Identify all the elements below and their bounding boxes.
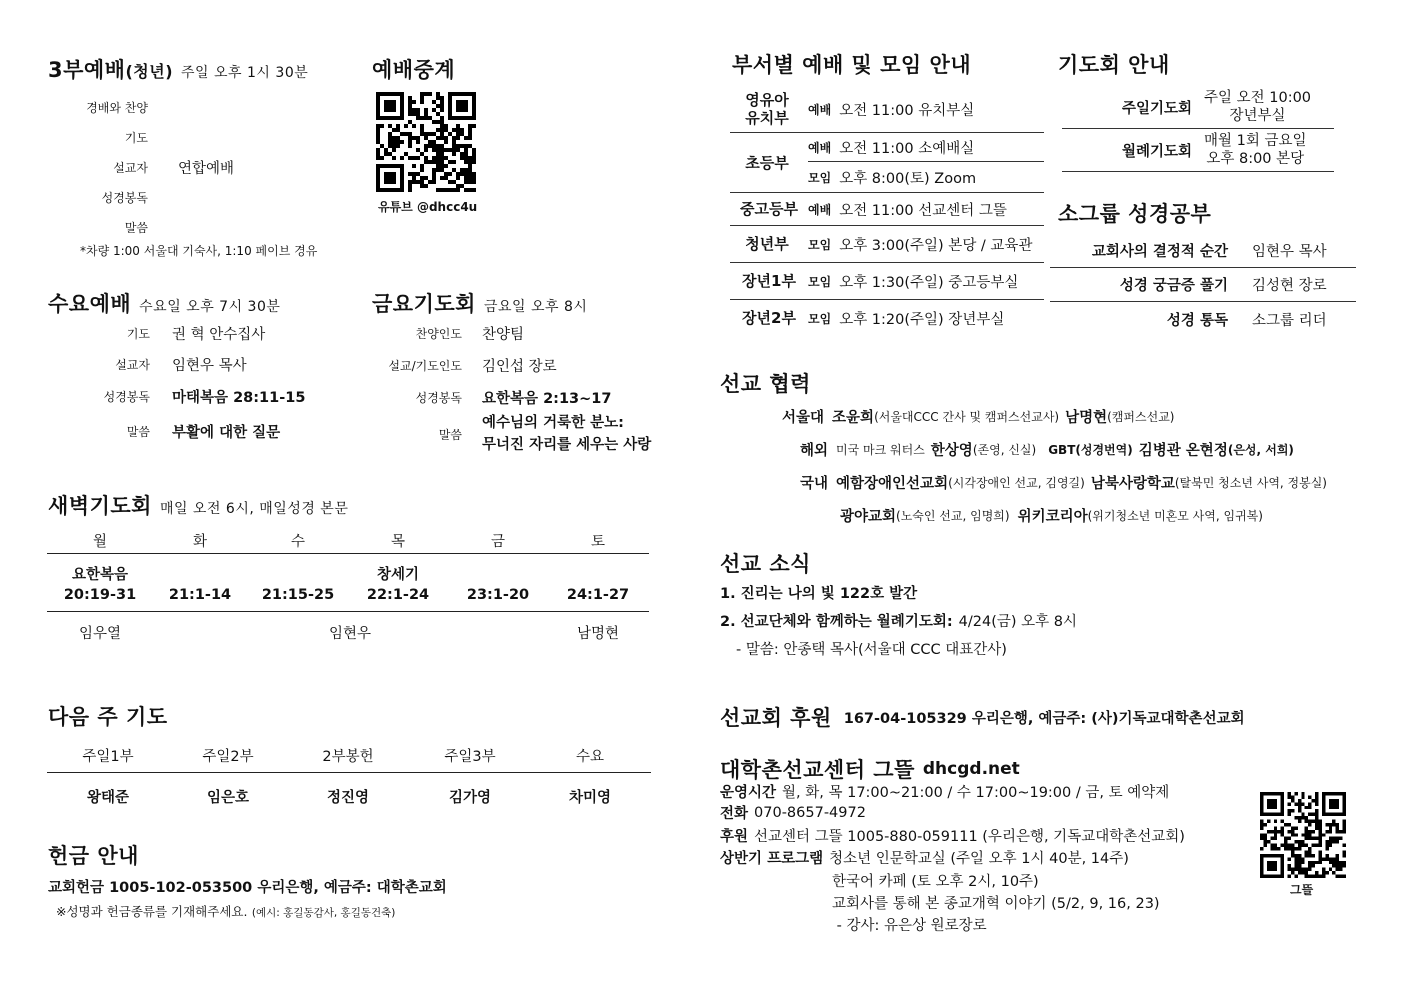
mission-coop-domestic [800, 472, 1327, 493]
worship3-row [60, 122, 360, 152]
mission-coop-desc: (서울대CCC 간사 및 캠퍼스선교사) [874, 410, 1060, 424]
wednesday-row-label: 기도 [126, 327, 150, 341]
friday-row-label: 성경봉독 [415, 390, 462, 405]
prayer-meeting-line2: 오후 8:00 본당 [1206, 151, 1305, 167]
mission-coop-overseas [800, 439, 1294, 460]
mission-coop-desc: (캠퍼스선교) [1107, 410, 1175, 424]
prayer-meeting-name: 주일기도회 [1121, 100, 1192, 117]
department-tag: 모임 [808, 170, 832, 185]
department-name: 영유아 [745, 91, 789, 109]
department-line-text: 오전 11:00 선교센터 그뜰 [839, 202, 1007, 219]
center-phone-label: 전화 [720, 806, 749, 822]
small-group-leader: 소그룹 리더 [1252, 312, 1327, 329]
department-line-text: 오후 8:00(토) Zoom [839, 170, 977, 187]
mission-coop-seoul-label: 서울대 [782, 410, 825, 426]
center-hours [720, 781, 1169, 802]
dawn-day: 금 [490, 534, 505, 550]
dawn-book1: 요한복음 [71, 567, 129, 583]
prayer-meeting-line1: 매월 1회 금요일 [1204, 133, 1307, 149]
prayer-meeting-name: 월례기도회 [1121, 143, 1192, 160]
offering-account: 교회헌금 1005-102-053500 우리은행, 예금주: 대학촌교회 [48, 880, 447, 896]
center-support-value: 선교센터 그뜰 1005-880-059111 (우리은행, 기독교대학촌선교회) [754, 829, 1185, 845]
friday-row-label: 찬양인도 [415, 327, 462, 341]
dawn-passage: 22:1-24 [366, 587, 430, 603]
wednesday-title-main: 수요예배 [48, 292, 132, 316]
next-prayer-header: 2부봉헌 [322, 749, 374, 765]
wednesday-time: 수요일 오후 7시 30분 [139, 299, 281, 315]
mission-news-title: 선교 소식 [720, 552, 811, 576]
department-line-text: 오전 11:00 유치부실 [839, 102, 975, 119]
support-title: 선교회 후원 [720, 706, 832, 730]
next-prayer-header: 주일1부 [82, 749, 134, 765]
friday-time: 금요일 오후 8시 [483, 299, 588, 315]
next-prayer-name: 왕태준 [86, 790, 130, 806]
next-prayer-header: 주일3부 [444, 749, 496, 765]
mission-coop-domestic-label: 국내 [800, 476, 829, 492]
youtube-qr-code[interactable] [376, 92, 476, 192]
worship3-time: 주일 오후 1시 30분 [181, 65, 309, 81]
dawn-leader: 임현우 [328, 626, 372, 642]
friday-row [372, 382, 672, 412]
mission-coop-name: 위키코리아 [1017, 509, 1088, 525]
department-tag: 예배 [808, 102, 832, 117]
prayer-meeting-row [1062, 129, 1334, 172]
department-row [730, 300, 1044, 336]
prayer-meeting-row [1062, 86, 1334, 129]
dawn-day: 목 [390, 534, 405, 550]
dawn-time: 매일 오전 6시, 매일성경 본문 [159, 501, 349, 517]
friday-row-label: 설교/기도인도 [388, 359, 462, 373]
next-prayer-name: 임은호 [206, 790, 250, 806]
mission-coop-desc: (탈북민 청소년 사역, 정봉실) [1174, 476, 1327, 490]
next-prayer-name: 차미영 [568, 790, 612, 806]
department-tag: 모임 [808, 274, 832, 289]
department-row [730, 86, 1044, 133]
mission-coop-name: 남북사랑학교 [1090, 476, 1175, 492]
mission-coop-name: 김병관 온현정 [1138, 443, 1228, 459]
wednesday-row-value: 부활에 대한 질문 [172, 424, 281, 441]
support-line [720, 702, 1245, 732]
next-prayer-divider [47, 772, 651, 773]
center-program-item: 한국어 카페 (토 오후 2시, 10주) [832, 874, 1039, 890]
department-row [730, 133, 1044, 193]
offering-note-example: (예시: 홍길동감사, 홍길동건축) [251, 907, 396, 919]
department-name-line2: 유치부 [745, 109, 789, 127]
next-prayer-title: 다음 주 기도 [48, 705, 168, 729]
worship3-row [60, 182, 360, 212]
center-program-item: - 강사: 유은상 원로장로 [832, 918, 987, 934]
friday-row [372, 318, 672, 349]
department-row [730, 193, 1044, 226]
center-qr-caption: 그뜰 [1290, 883, 1314, 897]
mission-coop-name: 조윤희 [832, 410, 875, 426]
center-hours-label: 운영시간 [720, 785, 777, 801]
mission-news-item2-rest: 4/24(금) 오후 8시 [958, 614, 1077, 630]
offering-note [56, 902, 395, 920]
dawn-passage: 20:19-31 [63, 587, 137, 603]
center-domain: dhcgd.net [922, 759, 1020, 779]
dawn-title [48, 490, 348, 520]
small-group-leader: 김성현 장로 [1252, 278, 1327, 294]
wednesday-row [60, 380, 360, 413]
dawn-day: 토 [590, 534, 605, 550]
center-program-item: 청소년 인문학교실 (주일 오후 1시 40분, 14주) [829, 851, 1129, 867]
broadcast-title: 예배중계 [372, 58, 456, 82]
worship3-row [60, 152, 360, 182]
friday-sermon-label: 말씀 [438, 427, 462, 442]
wednesday-row [60, 349, 360, 380]
small-group-row [1050, 302, 1356, 336]
center-program-item: 교회사를 통해 본 종교개혁 이야기 (5/2, 9, 16, 23) [832, 896, 1160, 912]
friday-row-value: 김인섭 장로 [482, 359, 557, 375]
mission-coop-name: 광야교회 [840, 509, 897, 525]
mission-news-item: - 말씀: 안종택 목사(서울대 CCC 대표간사) [736, 642, 1007, 658]
mission-coop-overseas-label: 해외 [800, 443, 829, 459]
offering-title: 헌금 안내 [48, 844, 139, 868]
department-row [730, 226, 1044, 263]
prayer-meetings-title: 기도회 안내 [1058, 53, 1170, 77]
department-name: 청년부 [745, 235, 789, 253]
worship3-order [60, 92, 360, 242]
dawn-leader: 남명현 [576, 626, 620, 642]
department-line-text: 오후 3:00(주일) 본당 / 교육관 [839, 237, 1033, 254]
department-name: 장년1부 [742, 272, 796, 290]
dawn-divider-bottom [47, 611, 649, 612]
friday-sermon-row [372, 412, 672, 456]
dawn-passage: 23:1-20 [466, 587, 530, 603]
friday-order [372, 318, 672, 456]
department-name: 중고등부 [740, 200, 798, 218]
mission-coop-name: 한상영 [930, 443, 973, 459]
mission-news-item: 1. 진리는 나의 빛 122호 발간 [720, 586, 918, 602]
mission-coop-name: 남명현 [1065, 410, 1108, 426]
center-program-label: 상반기 프로그램 [720, 851, 824, 867]
small-group-name: 성경 궁금증 풀기 [1119, 278, 1228, 294]
small-group-leader: 임현우 목사 [1252, 244, 1327, 260]
wednesday-row-value: 임현우 목사 [172, 358, 247, 374]
department-name: 초등부 [745, 153, 789, 172]
department-tag: 예배 [808, 202, 832, 217]
next-prayer-name: 김가영 [448, 790, 492, 806]
dawn-divider-top [47, 553, 649, 554]
small-group-name: 교회사의 결정적 순간 [1091, 244, 1228, 260]
small-group-name: 성경 통독 [1166, 312, 1228, 329]
wednesday-row-value: 마태복음 28:11-15 [172, 390, 306, 406]
departments-table [730, 86, 1044, 336]
support-account: 167-04-105329 우리은행, 예금주: (사)기독교대학촌선교회 [843, 710, 1245, 727]
worship3-row-label: 말씀 [124, 220, 148, 235]
worship3-row-value: 연합예배 [178, 160, 235, 177]
worship3-row [60, 92, 360, 122]
center-support [720, 825, 1185, 846]
prayer-meeting-line2: 장년부실 [1229, 108, 1286, 124]
friday-title [372, 288, 587, 318]
department-line-text: 오후 1:30(주일) 중고등부실 [839, 274, 1019, 291]
offering-note-main: ※성명과 헌금종류를 기재해주세요. [56, 904, 248, 919]
dawn-passage: 21:15-25 [261, 587, 335, 603]
dawn-leader: 임우열 [78, 626, 122, 642]
prayer-meetings-table [1062, 86, 1334, 172]
friday-row-value: 요한복음 2:13~17 [482, 390, 612, 407]
wednesday-row-label: 성경봉독 [103, 390, 150, 404]
wednesday-row-value: 권 혁 안수집사 [172, 327, 266, 343]
worship3-title-main: 3부예배 [48, 58, 126, 82]
wednesday-row [60, 318, 360, 349]
dawn-passage: 21:1-14 [168, 587, 232, 603]
department-line-text: 오후 1:20(주일) 장년부실 [839, 311, 1005, 328]
mission-news-item2-bold: 2. 선교단체와 함께하는 월례기도회: [720, 614, 953, 630]
mission-coop-desc: (위기청소년 미혼모 사역, 임귀복) [1087, 509, 1263, 523]
worship3-row-label: 설교자 [113, 160, 148, 175]
worship3-title [48, 54, 308, 84]
next-prayer-header: 주일2부 [202, 749, 254, 765]
worship3-row [60, 212, 360, 242]
mission-news-item2 [720, 610, 1077, 631]
friday-title-main: 금요기도회 [372, 292, 476, 316]
wednesday-row-label: 말씀 [126, 424, 150, 439]
mission-coop-domestic2 [840, 505, 1263, 526]
dawn-day: 화 [192, 534, 207, 550]
friday-row [372, 349, 672, 382]
center-support-label: 후원 [720, 829, 749, 845]
small-group-title: 소그룹 성경공부 [1058, 202, 1212, 226]
department-name: 장년2부 [742, 309, 796, 327]
center-title-line [720, 754, 1020, 784]
mission-coop-seoul [782, 406, 1174, 427]
department-row [730, 263, 1044, 300]
mission-coop-desc: 미국 마크 워터스 [836, 443, 925, 457]
prayer-meeting-line1: 주일 오전 10:00 [1204, 90, 1312, 106]
mission-coop-desc: (노숙인 선교, 임명희) [896, 509, 1010, 523]
center-program [720, 847, 1129, 868]
worship3-row-label: 성경봉독 [101, 190, 148, 205]
mission-coop-desc: (시각장애인 선교, 김영길) [948, 476, 1085, 490]
center-phone-value: 070-8657-4972 [754, 804, 866, 821]
broadcast-caption: 유튜브 @dhcc4u [378, 200, 478, 214]
center-qr-code[interactable] [1260, 792, 1346, 878]
dawn-book2: 창세기 [376, 567, 420, 583]
center-phone [720, 802, 866, 823]
department-line-text: 오전 11:00 소예배실 [839, 140, 975, 157]
mission-coop-name: 예함장애인선교회 [836, 476, 949, 492]
worship3-title-paren: (청년) [125, 62, 174, 81]
department-tag: 예배 [808, 140, 832, 155]
dawn-day: 수 [290, 534, 305, 550]
mission-coop-desc: (존영, 신실) [972, 443, 1037, 457]
mission-coop-desc: (은성, 서희) [1227, 443, 1294, 457]
next-prayer-name: 정진영 [326, 790, 370, 806]
center-title: 대학촌선교센터 그뜰 [720, 758, 915, 782]
friday-row-value: 찬양팀 [482, 327, 525, 343]
center-hours-value: 월, 화, 목 17:00~21:00 / 수 17:00~19:00 / 금, 토 예약제 [782, 785, 1170, 801]
friday-sermon-line1: 예수님의 거룩한 분노: [482, 415, 624, 431]
wednesday-order [60, 318, 360, 449]
mission-coop-gbt: GBT(성경번역) [1048, 443, 1133, 457]
wednesday-row [60, 413, 360, 449]
mission-coop-title: 선교 협력 [720, 372, 811, 396]
worship3-note: *차량 1:00 서울대 기숙사, 1:10 페이브 경유 [80, 244, 318, 258]
next-prayer-header: 수요 [575, 749, 604, 765]
small-group-row [1050, 268, 1356, 302]
worship3-row-label: 기도 [124, 130, 148, 145]
dawn-title-main: 새벽기도회 [48, 494, 152, 518]
wednesday-row-label: 설교자 [115, 358, 150, 372]
dawn-passage: 24:1-27 [566, 587, 630, 603]
departments-title: 부서별 예배 및 모임 안내 [732, 53, 972, 77]
wednesday-title [48, 288, 280, 318]
friday-sermon-line2: 무너진 자리를 세우는 사랑 [482, 437, 652, 453]
department-tag: 모임 [808, 311, 832, 326]
small-group-table [1050, 234, 1356, 336]
worship3-row-label: 경배와 찬양 [86, 100, 148, 115]
dawn-day: 월 [92, 534, 107, 550]
department-tag: 모임 [808, 237, 832, 252]
small-group-row [1050, 234, 1356, 268]
